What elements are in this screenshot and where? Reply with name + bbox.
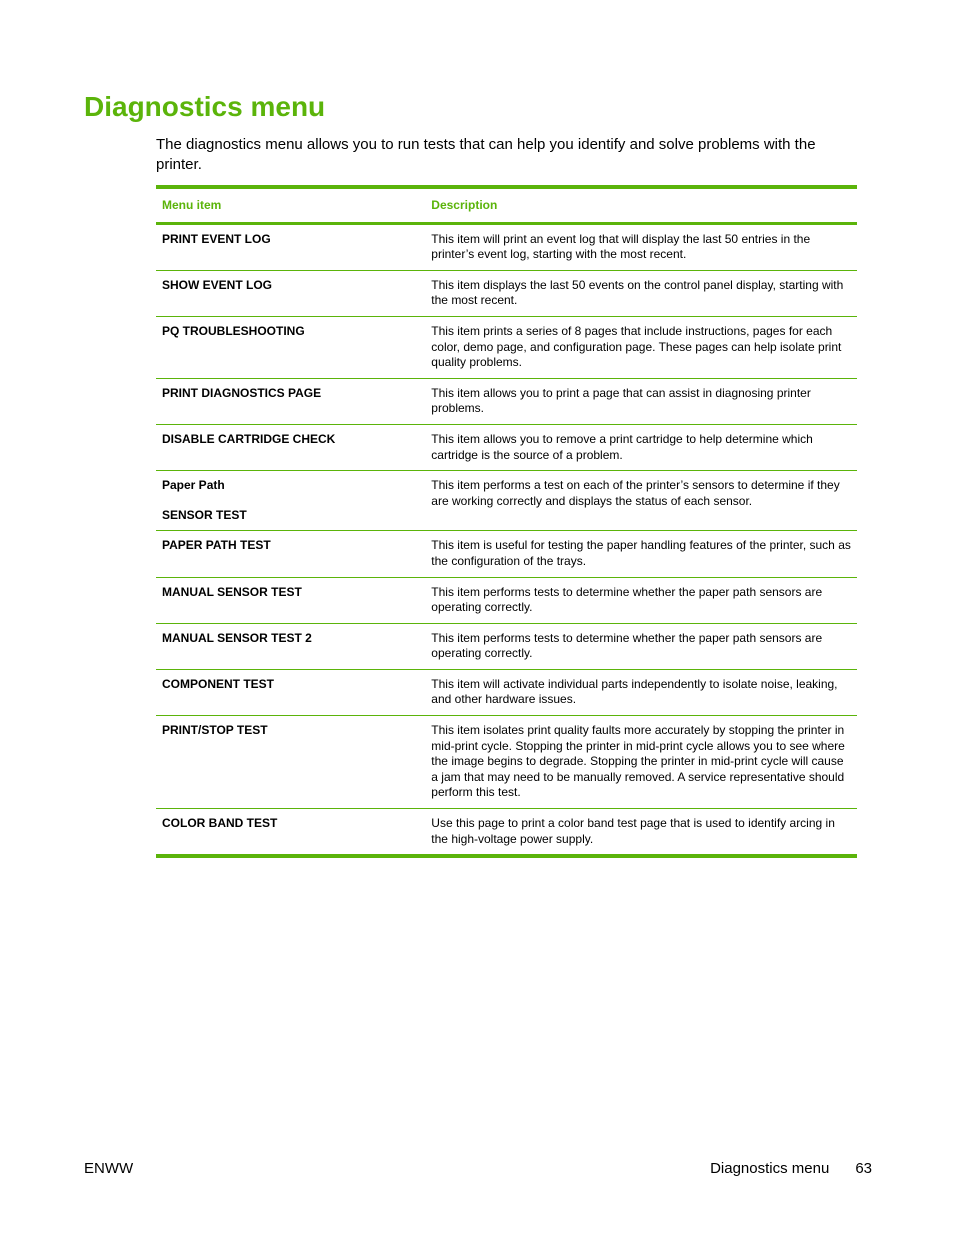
menu-item-name: PAPER PATH TEST — [156, 531, 425, 577]
table-row — [156, 378, 857, 424]
menu-item-name: SHOW EVENT LOG — [156, 270, 425, 316]
menu-item-description: This item will activate individual parts independently to isolate noise, leaking, and other hardware issues. — [425, 669, 857, 715]
diagnostics-menu-table — [156, 185, 857, 858]
table-row — [156, 577, 857, 623]
table-row — [156, 316, 857, 378]
menu-item-name: MANUAL SENSOR TEST 2 — [156, 623, 425, 669]
table-row — [156, 531, 857, 577]
menu-item-description: This item prints a series of 8 pages that include instructions, pages for each color, demo page, and configuration page. These pages can help isolate print quality problems. — [425, 316, 857, 378]
header-description: Description — [425, 187, 857, 223]
table-row — [156, 809, 857, 857]
table-row — [156, 270, 857, 316]
header-menu-item: Menu item — [156, 187, 425, 223]
menu-item-name: PQ TROUBLESHOOTING — [156, 316, 425, 378]
menu-item-description: Use this page to print a color band test page that is used to identify arcing in the high-voltage power supply. — [431, 816, 835, 846]
footer-enww: ENWW — [84, 1160, 134, 1177]
table-row — [156, 223, 857, 270]
menu-item-name: COMPONENT TEST — [156, 669, 425, 715]
menu-item-description: This item will print an event log that will display the last 50 entries in the printer’s event log, starting with the most recent. — [425, 223, 857, 270]
menu-item-subname: SENSOR TEST — [162, 507, 247, 522]
menu-item-description: This item allows you to print a page that can assist in diagnosing printer problems. — [425, 378, 857, 424]
intro-paragraph: The diagnostics menu allows you to run tests that can help you identify and solve problems with the printer. — [156, 136, 816, 173]
menu-item-name: COLOR BAND TEST — [162, 816, 278, 831]
menu-item-name: PRINT DIAGNOSTICS PAGE — [156, 378, 425, 424]
table-row — [156, 669, 857, 715]
menu-item-name: DISABLE CARTRIDGE CHECK — [156, 424, 425, 470]
table-header-row — [156, 187, 857, 223]
menu-item-name: PRINT EVENT LOG — [156, 223, 425, 270]
menu-item-description: This item displays the last 50 events on the control panel display, starting with the most recent. — [425, 270, 857, 316]
menu-item-name: MANUAL SENSOR TEST — [156, 577, 425, 623]
table-row — [156, 424, 857, 470]
menu-item-description: This item performs tests to determine whether the paper path sensors are operating correctly. — [425, 623, 857, 669]
footer-right — [710, 1160, 872, 1178]
menu-item-description: This item performs tests to determine whether the paper path sensors are operating correctly. — [425, 577, 857, 623]
table-row — [156, 623, 857, 669]
menu-item-name-group — [156, 471, 425, 531]
menu-item-description: This item isolates print quality faults more accurately by stopping the printer in mid-print cycle. Stopping the printer in mid-print cycle allows you to see where the image begins to degrade. Stopping the printer in mid-print cycle will cause a jam that may need to be manually removed. A service representative should perform this test. — [425, 716, 857, 809]
menu-item-description: This item is useful for testing the paper handling features of the printer, such as the configuration of the trays. — [425, 531, 857, 577]
page-title: Diagnostics menu — [84, 91, 326, 122]
page-number: 63 — [855, 1160, 872, 1177]
menu-item-name: PRINT/STOP TEST — [156, 716, 425, 809]
menu-item-description: This item allows you to remove a print cartridge to help determine which cartridge is the source of a problem. — [425, 424, 857, 470]
menu-item-description: This item performs a test on each of the printer’s sensors to determine if they are working correctly and displays the status of each sensor. — [425, 471, 857, 531]
footer-section-title: Diagnostics menu — [710, 1160, 830, 1177]
menu-item-name: Paper Path — [162, 478, 225, 493]
table-row — [156, 471, 857, 531]
table-row — [156, 716, 857, 809]
